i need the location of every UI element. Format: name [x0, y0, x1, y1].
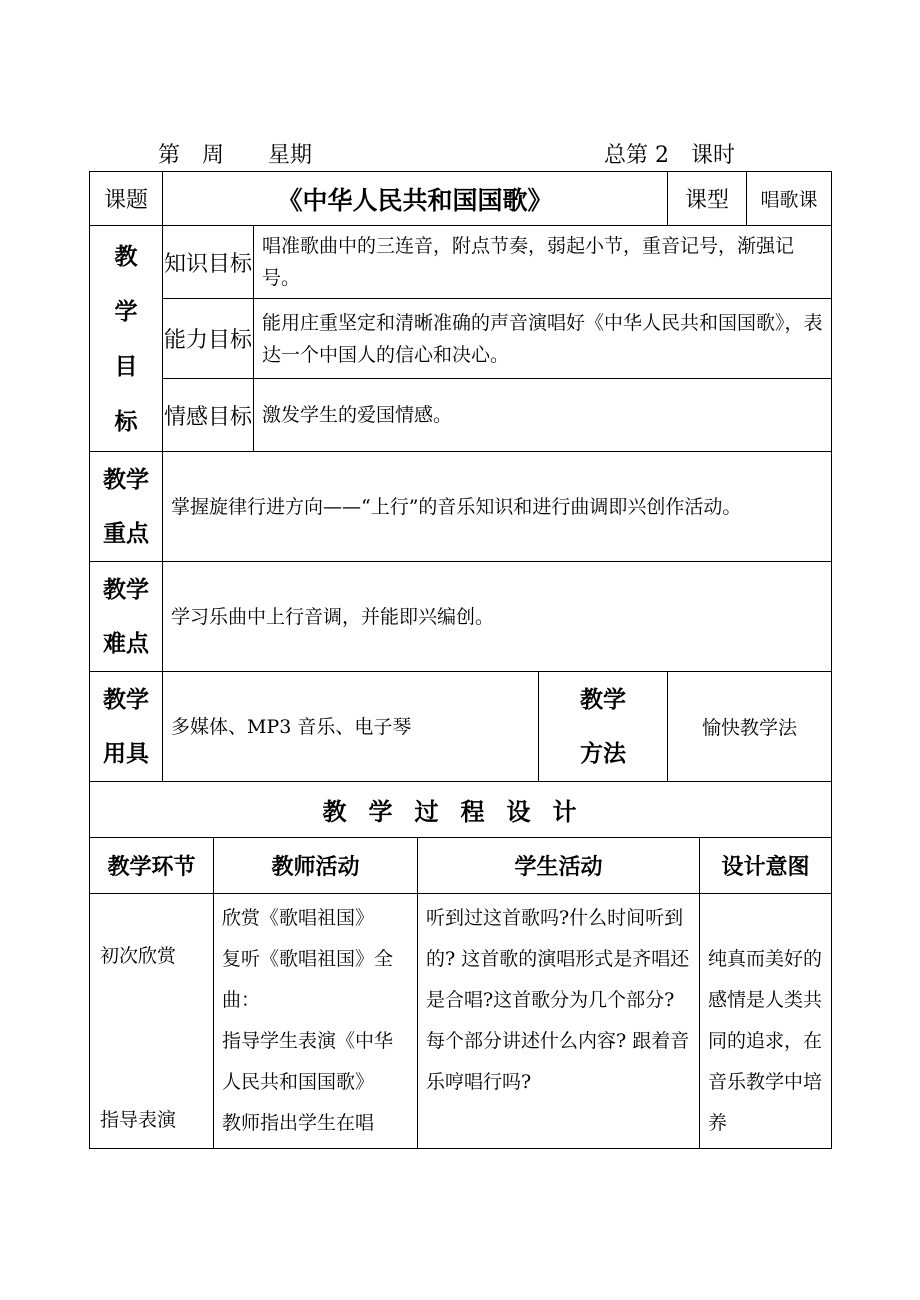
total-lesson-label: 总第 2 课时: [604, 143, 735, 168]
lesson-type-value: 唱歌课: [747, 172, 832, 226]
method-label: 教学 方法: [539, 672, 668, 782]
lesson-type-label: 课型: [668, 172, 747, 226]
lesson-plan-table: [89, 171, 832, 838]
design-intent-cell: 纯真而美好的感情是人类共同的追求，在音乐教学中培养: [700, 894, 832, 1149]
ability-goal-text: 能用庄重坚定和清晰准确的声音演唱好《中华人民共和国国歌》，表达一个中国人的信心和决心。: [254, 299, 832, 379]
col-stage: 教学环节: [90, 838, 214, 894]
teacher-line: 教师指出学生在唱: [222, 1112, 375, 1134]
student-activity-cell: 听到过这首歌吗?什么时间听到的? 这首歌的演唱形式是齐唱还是合唱?这首歌分为几个部分?每个部分讲述什么内容? 跟着音乐哼唱行吗?: [418, 894, 700, 1149]
knowledge-goal-label: 知识目标: [163, 226, 254, 299]
knowledge-goal-text: 唱准歌曲中的三连音，附点节奏，弱起小节，重音记号，渐强记号。: [254, 226, 832, 299]
lesson-title: 《中华人民共和国国歌》: [163, 172, 668, 226]
emotion-goal-label: 情感目标: [163, 379, 254, 452]
method-text: 愉快教学法: [668, 672, 832, 782]
tools-text: 多媒体、MP3 音乐、电子琴: [163, 672, 539, 782]
stage-cell: [90, 894, 214, 1149]
col-intent: 设计意图: [700, 838, 832, 894]
stage-item: 指导表演: [100, 1109, 177, 1131]
teacher-line: 复听《歌唱祖国》全曲：: [222, 948, 394, 1011]
process-table: [89, 837, 832, 1149]
process-banner: 教学过程设计: [90, 782, 832, 838]
teacher-activity-cell: [214, 894, 418, 1149]
col-student: 学生活动: [418, 838, 700, 894]
tools-label: 教学 用具: [90, 672, 163, 782]
emotion-goal-text: 激发学生的爱国情感。: [254, 379, 832, 452]
difficulties-text: 学习乐曲中上行音调，并能即兴编创。: [163, 562, 832, 672]
key-points-text: 掌握旋律行进方向——“上行”的音乐知识和进行曲调即兴创作活动。: [163, 452, 832, 562]
topic-label: 课题: [90, 172, 163, 226]
teacher-line: 指导学生表演《中华人民共和国国歌》: [222, 1030, 394, 1093]
ability-goal-label: 能力目标: [163, 299, 254, 379]
stage-item: 初次欣赏: [100, 945, 177, 967]
teacher-line: 欣赏《歌唱祖国》: [222, 907, 375, 929]
difficulties-label: 教学 难点: [90, 562, 163, 672]
week-day-label: 第 周 星期: [158, 143, 313, 168]
key-points-label: 教学 重点: [90, 452, 163, 562]
col-teacher: 教师活动: [214, 838, 418, 894]
goals-label: 教 学 目 标: [90, 226, 163, 452]
